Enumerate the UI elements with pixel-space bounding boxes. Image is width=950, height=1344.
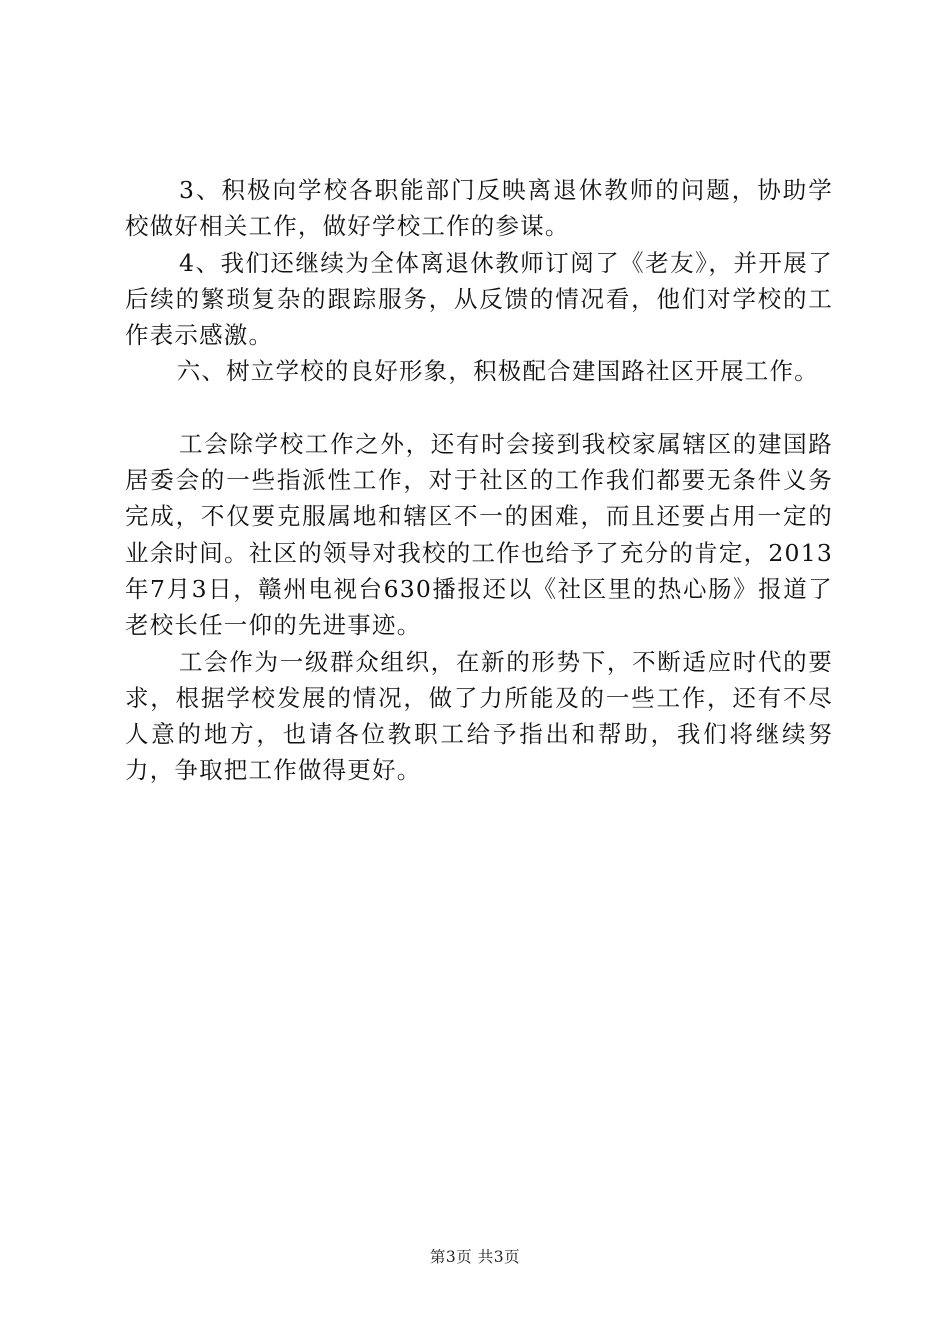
page-footer: 第3页 共3页 [429,1248,521,1266]
paragraph-item-4: 4、我们还继续为全体离退休教师订阅了《老友》，并开展了后续的繁琐复杂的跟踪服务，从反馈的情况看，他们对学校的工作表示感激。 [125,248,833,350]
document-body [125,172,833,789]
paragraph-item-3: 3、积极向学校各职能部门反映离退休教师的问题，协助学校做好相关工作，做好学校工作的参谋。 [125,176,833,241]
paragraph-community-work: 工会除学校工作之外，还有时会接到我校家属辖区的建国路居委会的一些指派性工作，对于社区的工作我们都要无条件义务完成，不仅要克服属地和辖区不一的困难，而且还要占用一定的业余时间。社区的领导对我校的工作也给予了充分的肯定，2013年7月3日，赣州电视台630播报还以《社区里的热心肠》报道了老校长任一仰的先进事迹。 [125,429,833,640]
paragraph-conclusion: 工会作为一级群众组织，在新的形势下，不断适应时代的要求，根据学校发展的情况，做了力所能及的一些工作，还有不尽人意的地方，也请各位教职工给予指出和帮助，我们将继续努力，争取把工作做得更好。 [125,647,833,785]
section-heading-six: 六、树立学校的良好形象，积极配合建国路社区开展工作。 [176,357,819,386]
